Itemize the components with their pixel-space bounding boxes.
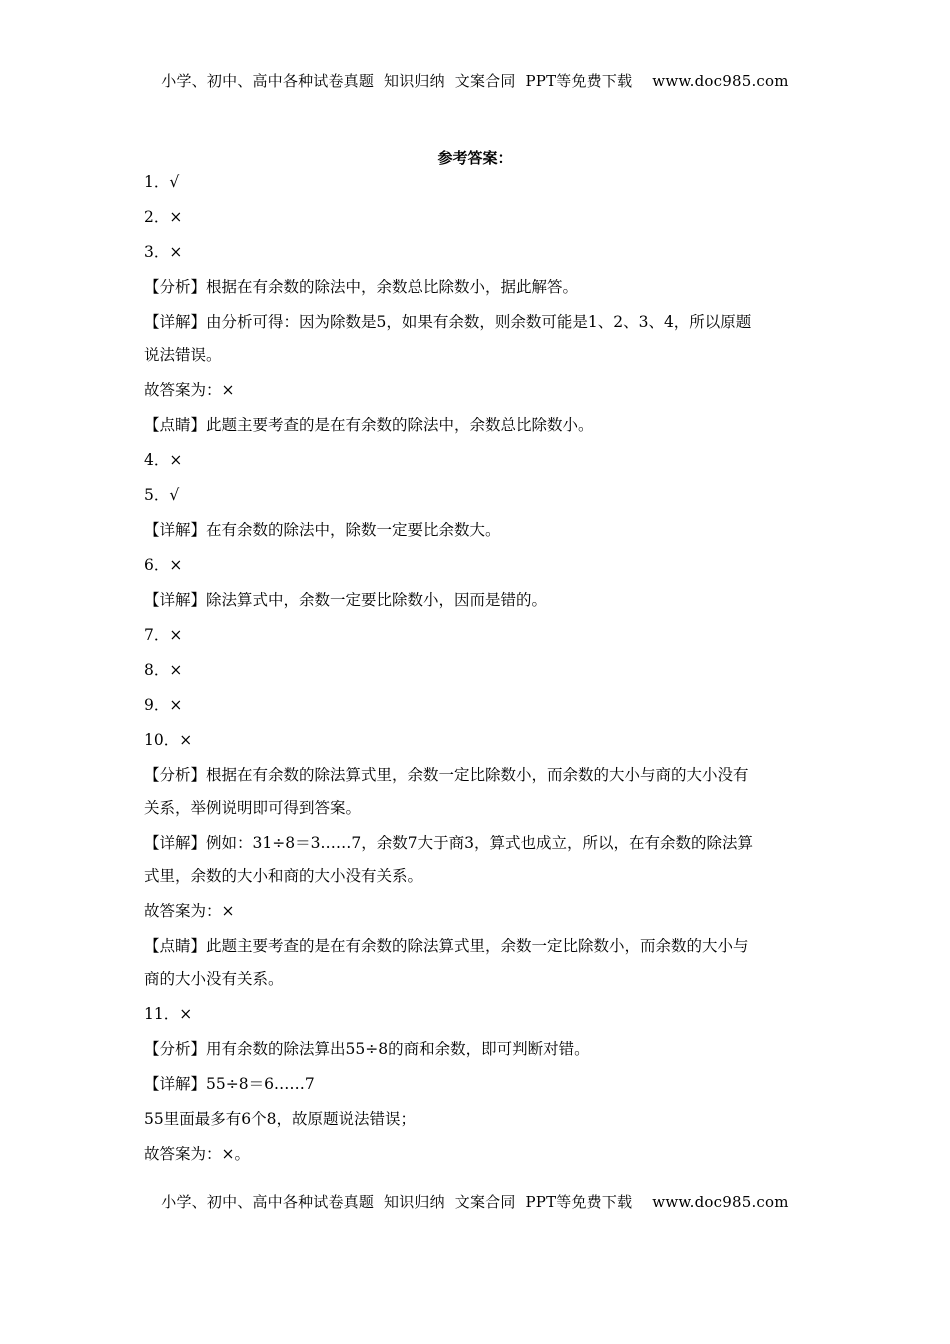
answer-line: 10．× bbox=[144, 731, 193, 749]
page-title: 参考答案： bbox=[437, 149, 513, 167]
answer-line: 11．× bbox=[144, 1005, 193, 1023]
detail-line: 【详解】除法算式中，余数一定要比除数小，因而是错的。 bbox=[144, 591, 548, 609]
detail-line: 式里，余数的大小和商的大小没有关系。 bbox=[144, 867, 424, 885]
detail-line: 【详解】由分析可得：因为除数是5，如果有余数，则余数可能是1、2、3、4，所以原题 bbox=[144, 313, 752, 331]
detail-line: 【详解】55÷8＝6……7 bbox=[144, 1075, 315, 1093]
footer-url[interactable]: www.doc985.com bbox=[652, 1193, 789, 1211]
analysis-line: 【分析】根据在有余数的除法中，余数总比除数小，据此解答。 bbox=[144, 278, 579, 296]
conclusion-line: 故答案为：× bbox=[144, 381, 235, 399]
answer-line: 9．× bbox=[144, 696, 183, 714]
header-text: 小学、初中、高中各种试卷真题 知识归纳 文案合同 PPT等免费下载 bbox=[161, 72, 633, 90]
answer-line: 5．√ bbox=[144, 486, 180, 504]
page-header bbox=[0, 70, 950, 91]
comment-line: 商的大小没有关系。 bbox=[144, 970, 284, 988]
comment-line: 【点睛】此题主要考查的是在有余数的除法算式里，余数一定比除数小，而余数的大小与 bbox=[144, 937, 749, 955]
detail-line: 说法错误。 bbox=[144, 346, 222, 364]
detail-line: 【详解】例如：31÷8＝3……7，余数7大于商3，算式也成立，所以，在有余数的除法算 bbox=[144, 834, 754, 852]
answer-line: 7．× bbox=[144, 626, 183, 644]
answer-line: 8．× bbox=[144, 661, 183, 679]
header-url[interactable]: www.doc985.com bbox=[652, 72, 789, 90]
answer-line: 2．× bbox=[144, 208, 183, 226]
answer-line: 4．× bbox=[144, 451, 183, 469]
conclusion-line: 故答案为：× bbox=[144, 902, 235, 920]
analysis-line: 【分析】用有余数的除法算出55÷8的商和余数，即可判断对错。 bbox=[144, 1040, 590, 1058]
detail-line: 【详解】在有余数的除法中，除数一定要比余数大。 bbox=[144, 521, 501, 539]
analysis-line: 关系，举例说明即可得到答案。 bbox=[144, 799, 362, 817]
conclusion-line: 故答案为：×。 bbox=[144, 1145, 250, 1163]
detail-line: 55里面最多有6个8，故原题说法错误； bbox=[144, 1110, 416, 1128]
page-footer bbox=[0, 1191, 950, 1212]
answer-content bbox=[144, 171, 804, 1178]
answer-line: 1．√ bbox=[144, 173, 180, 191]
answer-line: 6．× bbox=[144, 556, 183, 574]
comment-line: 【点睛】此题主要考查的是在有余数的除法中，余数总比除数小。 bbox=[144, 416, 594, 434]
answer-line: 3．× bbox=[144, 243, 183, 261]
footer-text: 小学、初中、高中各种试卷真题 知识归纳 文案合同 PPT等免费下载 bbox=[161, 1193, 633, 1211]
analysis-line: 【分析】根据在有余数的除法算式里，余数一定比除数小，而余数的大小与商的大小没有 bbox=[144, 766, 749, 784]
